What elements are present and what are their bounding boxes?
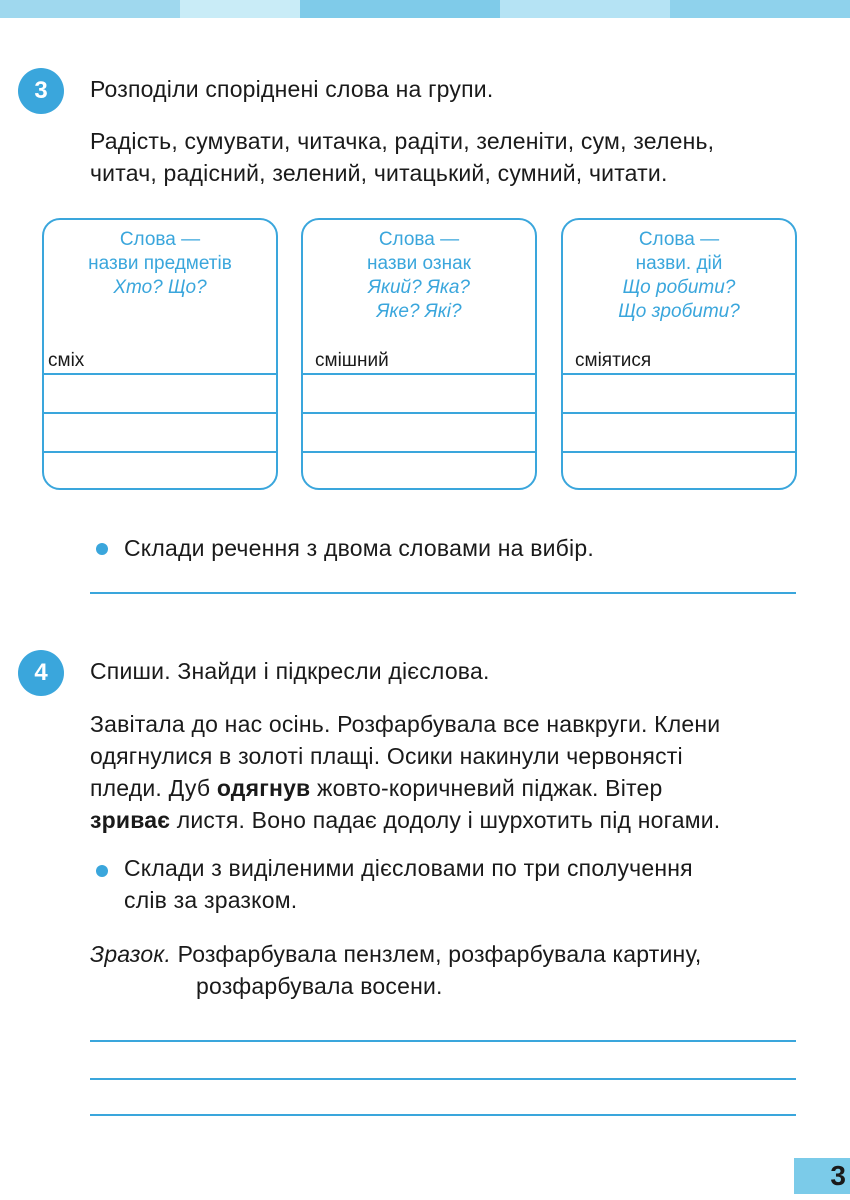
task-3-instruction: Розподіли споріднені слова на групи. [90,76,494,102]
task-4-number-badge [18,650,64,696]
task-3-word-list [90,125,714,189]
word-list-line-2: читач, радісний, зелений, читацький, сумний, читати. [90,160,668,186]
task-3-number: 3 [34,77,48,104]
box-verbs-example: сміятися [575,350,652,371]
task-4-number: 4 [34,659,48,686]
box-nouns-head-2: назви предметів [88,253,232,274]
task-3-bullet-text: Склади речення з двома словами на вибір. [124,535,594,561]
box-verbs-header [563,228,795,324]
box-nouns [42,218,278,490]
word-list-line-1: Радість, сумувати, читачка, радіти, зеленіти, сум, зелень, [90,128,715,154]
box-nouns-head-1: Слова — [119,229,201,250]
text-line-1: Завітала до нас осінь. Розфарбувала все навкруги. Клени [90,711,721,737]
box-verbs [561,218,797,490]
box-adjectives-header [303,228,535,324]
top-decorative-bar [0,0,850,18]
box-adjectives-question-2: Яке? Які? [376,301,462,322]
write-line[interactable] [44,412,276,414]
box-adjectives-head-1: Слова — [378,229,460,250]
highlighted-verb-odyahnuv: одягнув [216,775,311,801]
page-number-text: 3 [830,1160,846,1191]
write-line[interactable] [563,373,795,375]
page-number [794,1158,850,1194]
box-nouns-header [44,228,276,300]
answer-line[interactable] [90,1040,796,1042]
bullet-dot [96,543,108,555]
box-verbs-head-2: назви. дій [635,253,723,274]
write-line[interactable] [563,412,795,414]
box-nouns-question-1: Хто? Що? [113,277,207,298]
box-adjectives-example: смішний [315,350,389,371]
write-line[interactable] [303,373,535,375]
text-line-2: одягнулися в золоті плащі. Осики накинули червонясті [90,743,683,769]
answer-line[interactable] [90,1078,796,1080]
text-line-3 [90,772,720,804]
task-4-bullet-line-2: слів за зразком. [124,887,298,913]
box-verbs-question-2: Що зробити? [618,301,740,322]
sample-block [90,938,701,1002]
box-verbs-head-1: Слова — [638,229,720,250]
write-line[interactable] [44,451,276,453]
task-4-bullet-text [124,852,693,916]
sample-line-1: Розфарбувала пензлем, розфарбувала картину, [177,941,702,967]
text-line-4-b: листя. Воно падає додолу і шурхотить під ногами. [170,807,721,833]
highlighted-verb-zryvaie: зриває [90,807,171,833]
write-line[interactable] [303,412,535,414]
answer-line[interactable] [90,592,796,594]
text-line-4 [90,804,720,836]
box-nouns-example: сміх [48,350,85,371]
task-4-text [90,708,720,836]
text-line-3-a: пледи. Дуб [90,775,217,801]
sample-line-2: розфарбувала восени. [196,973,443,999]
box-adjectives-question-1: Який? Яка? [368,277,470,298]
answer-line[interactable] [90,1114,796,1116]
box-adjectives [301,218,537,490]
write-line[interactable] [44,373,276,375]
write-line[interactable] [563,451,795,453]
sample-label: Зразок. [90,941,172,967]
write-line[interactable] [303,451,535,453]
task-4-bullet-line-1: Склади з виділеними дієсловами по три сполучення [124,855,693,881]
task-4-instruction: Спиши. Знайди і підкресли дієслова. [90,658,490,684]
bullet-dot [96,865,108,877]
task-3-number-badge [18,68,64,114]
box-adjectives-head-2: назви ознак [367,253,471,274]
text-line-3-c: жовто-коричневий піджак. Вітер [310,775,663,801]
box-verbs-question-1: Що робити? [622,277,736,298]
